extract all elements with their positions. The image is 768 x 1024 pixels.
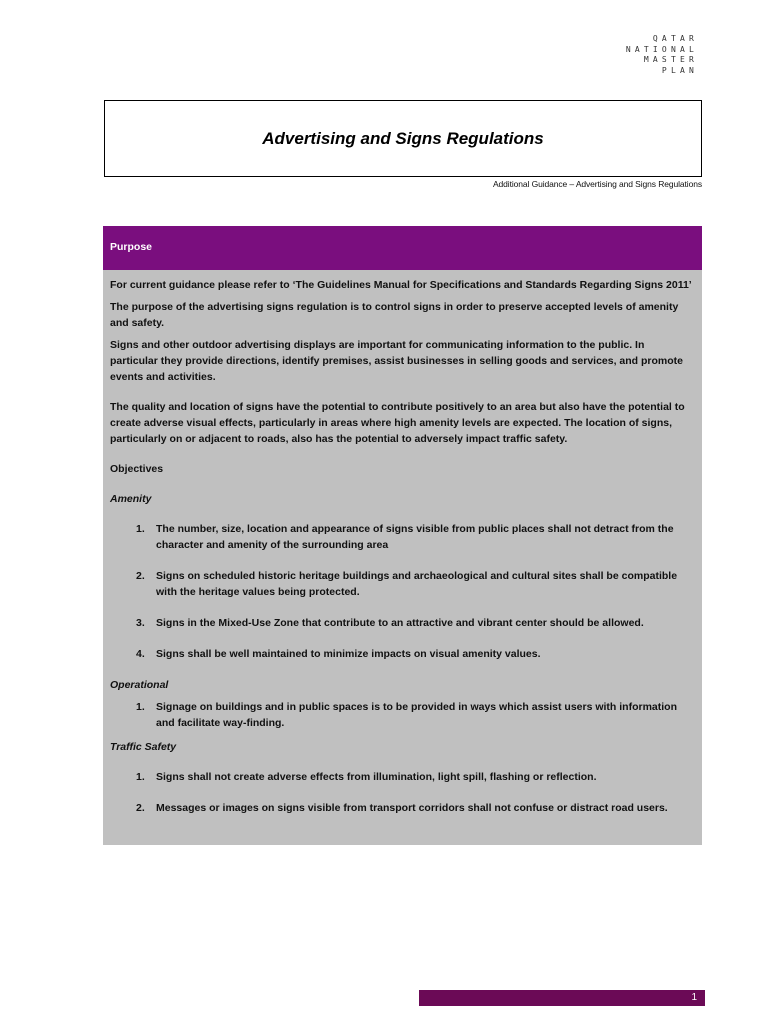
list-item-number: 1. — [136, 523, 145, 535]
list-item-number: 3. — [136, 617, 145, 629]
list-item-number: 1. — [136, 701, 145, 713]
amenity-list — [110, 521, 694, 662]
list-item — [110, 646, 694, 662]
amenity-heading: Amenity — [110, 493, 152, 505]
list-item-text: Signs shall not create adverse effects from illumination, light spill, flashing or reflection. — [156, 771, 597, 783]
list-item — [110, 615, 694, 631]
paragraph: Signs and other outdoor advertising displays are important for communicating information to the public. In particular they provide directions, identify premises, assist businesses in selling goods and services, and promote events and activities. — [110, 339, 684, 383]
document-title: Advertising and Signs Regulations — [262, 128, 544, 148]
operational-heading: Operational — [110, 679, 169, 691]
list-item — [110, 769, 694, 785]
title-box — [104, 100, 702, 177]
paragraph: For current guidance please refer to ‘The Guidelines Manual for Specifications and Standards Regarding Signs 2011’ — [110, 279, 692, 291]
logo-line: QATAR — [652, 34, 698, 43]
operational-list — [110, 699, 694, 731]
list-item — [110, 568, 694, 600]
list-item-number: 1. — [136, 771, 145, 783]
qatar-national-master-plan-logo — [626, 34, 698, 76]
list-item-text: Messages or images on signs visible from transport corridors shall not confuse or distract road users. — [156, 802, 668, 814]
list-item-text: The number, size, location and appearance of signs visible from public places shall not detract from the character and amenity of the surrounding area — [156, 523, 674, 551]
list-item — [110, 521, 694, 553]
list-item-number: 4. — [136, 648, 145, 660]
page-number-bar — [419, 990, 705, 1006]
list-item-text: Signs on scheduled historic heritage buildings and archaeological and cultural sites shall be compatible with the heritage values being protected. — [156, 570, 678, 598]
logo-line: PLAN — [661, 65, 698, 75]
list-item — [110, 800, 694, 816]
document-subtitle: Additional Guidance – Advertising and Signs Regulations — [492, 179, 702, 189]
purpose-panel — [103, 226, 702, 845]
traffic-safety-list — [110, 769, 694, 816]
traffic-safety-heading: Traffic Safety — [110, 741, 177, 753]
list-item-text: Signage on buildings and in public spaces is to be provided in ways which assist users with information and facilitate way-finding. — [156, 701, 678, 729]
list-item-number: 2. — [136, 802, 145, 814]
paragraph: The purpose of the advertising signs regulation is to control signs in order to preserve accepted levels of amenity and safety. — [110, 301, 679, 329]
logo-line: NATIONAL — [625, 44, 698, 54]
list-item-text: Signs shall be well maintained to minimize impacts on visual amenity values. — [156, 648, 541, 660]
panel-header: Purpose — [103, 226, 702, 270]
objectives-heading: Objectives — [110, 463, 164, 475]
panel-body — [103, 270, 702, 816]
page-number: 1 — [691, 992, 697, 1003]
list-item — [110, 699, 694, 731]
list-item-text: Signs in the Mixed-Use Zone that contribute to an attractive and vibrant center should be allowed. — [156, 617, 644, 629]
logo-line: MASTER — [643, 55, 698, 64]
paragraph: The quality and location of signs have the potential to contribute positively to an area but also have the potential to create adverse visual effects, particularly in areas where high amenity levels are expected. The location of signs, particularly on or adjacent to roads, also has the potential to adversely impact traffic safety. — [110, 401, 685, 445]
list-item-number: 2. — [136, 570, 145, 582]
